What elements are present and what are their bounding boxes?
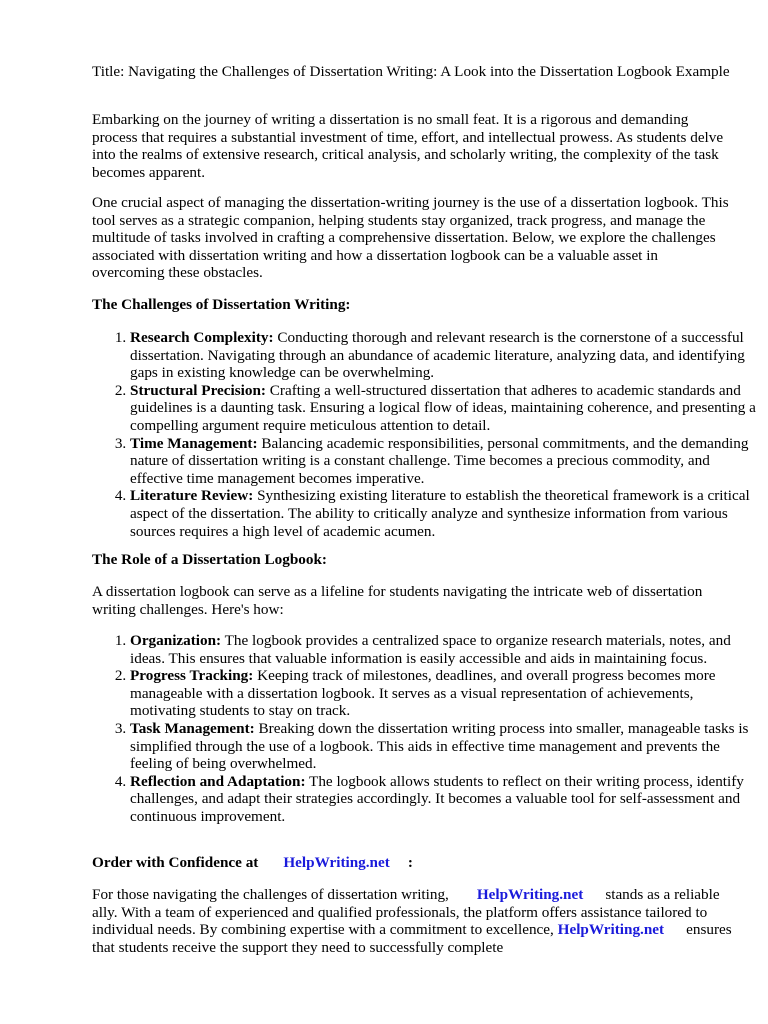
intro-paragraph-1: Embarking on the journey of writing a dissertation is no small feat. It is a rigorous and demanding process that requires a substantial investment of time, effort, and intellectual prowess. As students delve into the realms of extensive research, critical analysis, and scholarly writing, the complexity of the task becomes apparent. xyxy=(92,111,724,181)
list-item-term: Organization: xyxy=(130,632,222,649)
challenges-list xyxy=(92,329,760,540)
list-item-text: The logbook provides a centralized space to organize research materials, notes, and ideas. This ensures that valuable information is easily accessible and aids in maintaining focus. xyxy=(130,632,731,667)
list-item-term: Literature Review: xyxy=(130,487,254,505)
intro-paragraph-2: One crucial aspect of managing the dissertation-writing journey is the use of a dissertation logbook. This tool serves as a strategic companion, helping students stay organized, track progress, and manage the multitude of tasks involved in crafting a comprehensive dissertation. Below, we explore the challenges associated with dissertation writing and how a dissertation logbook can be a valuable asset in overcoming these obstacles. xyxy=(92,194,729,282)
list-item xyxy=(130,487,760,540)
list-item-term: Progress Tracking: xyxy=(130,667,254,685)
logbook-list xyxy=(92,632,760,826)
list-item-term: Structural Precision: xyxy=(130,381,266,399)
list-item xyxy=(130,720,760,773)
list-item xyxy=(130,667,760,720)
challenges-heading: The Challenges of Dissertation Writing: xyxy=(92,296,351,313)
order-paragraph-start: For those navigating the challenges of dissertation writing, xyxy=(92,886,449,903)
list-item xyxy=(130,329,760,382)
document-title: Title: Navigating the Challenges of Dissertation Writing: A Look into the Dissertation Logbook Example xyxy=(92,63,730,80)
list-item xyxy=(130,435,760,488)
logbook-heading: The Role of a Dissertation Logbook: xyxy=(92,551,327,568)
list-item-text: Conducting thorough and relevant research is the cornerstone of a successful dissertation. Navigating through an abundance of academic literature, analyzing data, and identifying gaps in existing knowledge can be overwhelming. xyxy=(130,329,745,382)
order-paragraph-middle: stands as a reliable ally. With a team of experienced and qualified professionals, the platform offers assistance tailored to individual needs. By combining expertise with a commitment to excellence, xyxy=(92,886,720,939)
order-heading-prefix: Order with Confidence at xyxy=(92,854,259,871)
list-item-term: Time Management: xyxy=(130,434,258,452)
list-item xyxy=(130,382,760,435)
helpwriting-link[interactable]: HelpWriting.net xyxy=(283,854,390,871)
list-item-term: Task Management: xyxy=(130,719,255,737)
list-item-term: Reflection and Adaptation: xyxy=(130,772,306,790)
order-paragraph xyxy=(92,886,732,956)
list-item-text: Keeping track of milestones, deadlines, and overall progress becomes more manageable with a dissertation logbook. It serves as a visual representation of achievements, motivating students to stay on track. xyxy=(130,667,716,720)
helpwriting-link[interactable]: HelpWriting.net xyxy=(476,886,584,903)
list-item-text: Synthesizing existing literature to establish the theoretical framework is a critical aspect of the dissertation. The ability to critically analyze and synthesize information from various sources requires a high level of academic acumen. xyxy=(130,487,750,540)
list-item-text: Breaking down the dissertation writing process into smaller, manageable tasks is simplified through the use of a logbook. This aids in effective time management and prevents the feeling of being overwhelmed. xyxy=(130,719,749,773)
list-item-term: Research Complexity: xyxy=(130,329,274,346)
logbook-intro: A dissertation logbook can serve as a lifeline for students navigating the intricate web of dissertation writing challenges. Here's how: xyxy=(92,583,703,618)
list-item xyxy=(130,632,760,667)
order-heading-suffix: : xyxy=(407,854,413,871)
helpwriting-link[interactable]: HelpWriting.net xyxy=(557,921,665,939)
list-item-text: Crafting a well-structured dissertation that adheres to academic standards and guidelines is a daunting task. Ensuring a logical flow of ideas, maintaining coherence, and presenting a compelling argument require meticulous attention to detail. xyxy=(130,381,756,434)
list-item-text: The logbook allows students to reflect on their writing process, identify challenges, and adapt their strategies accordingly. It becomes a valuable tool for self-assessment and continuous improvement. xyxy=(130,772,744,825)
order-heading xyxy=(92,854,413,872)
order-paragraph-end: ensures that students receive the support they need to successfully complete xyxy=(92,921,732,956)
list-item-text: Balancing academic responsibilities, personal commitments, and the demanding nature of dissertation writing is a constant challenge. Time becomes a precious commodity, and effective time management becomes imperative. xyxy=(130,434,749,487)
list-item xyxy=(130,773,760,826)
